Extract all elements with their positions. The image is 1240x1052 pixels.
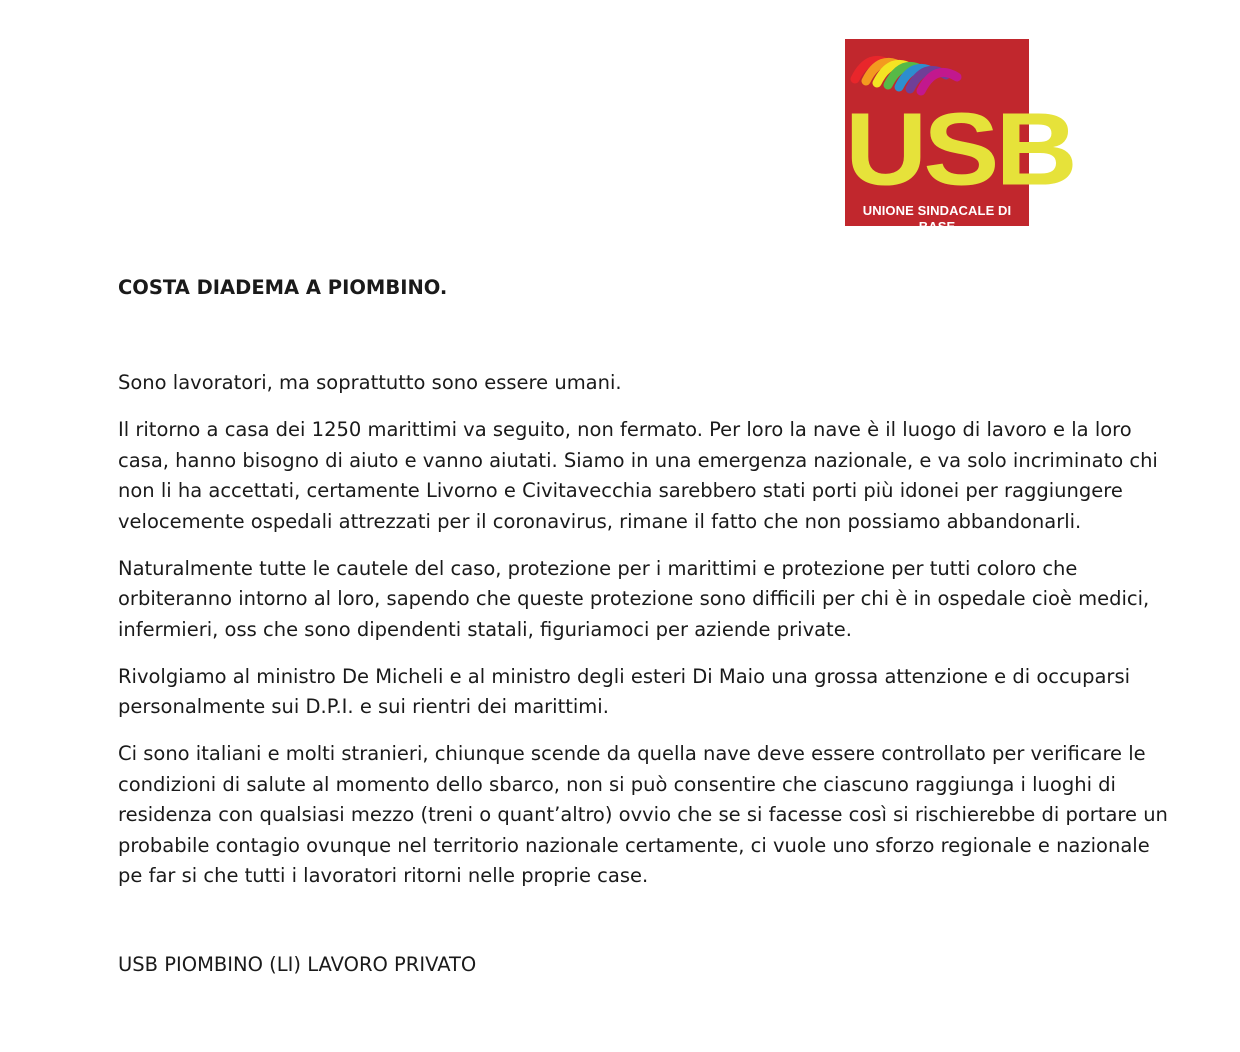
document-signature: USB PIOMBINO (LI) LAVORO PRIVATO <box>118 953 477 976</box>
text-line: casa, hanno bisogno di aiuto e vanno aiutati. Siamo in una emergenza nazionale, e va solo incriminato chi <box>118 448 1158 472</box>
text-line: Naturalmente tutte le cautele del caso, protezione per i marittimi e protezione per tutti coloro che <box>118 556 1078 580</box>
paragraph-4 <box>118 662 1131 723</box>
usb-logo <box>845 39 1074 234</box>
text-line: non li ha accettati, certamente Livorno e Civitavecchia sarebbero stati porti più idonei per raggiungere <box>118 479 1123 502</box>
paragraph-1 <box>118 368 1118 399</box>
logo-wordmark: USB <box>845 92 1074 208</box>
text-line: Rivolgiamo al ministro De Micheli e al ministro degli esteri Di Maio una grossa attenzione e di occuparsi <box>118 664 1131 688</box>
text-line: Sono lavoratori, ma soprattutto sono essere umani. <box>118 371 622 394</box>
document-body <box>118 368 1168 908</box>
text-line: pe far si che tutti i lavoratori ritorni nelle proprie case. <box>118 864 649 887</box>
document-title: COSTA DIADEMA A PIOMBINO. <box>118 276 448 299</box>
paragraph-5 <box>118 739 1168 892</box>
text-line: Il ritorno a casa dei 1250 marittimi va seguito, non fermato. Per loro la nave è il luogo di lavoro e la loro <box>118 418 1132 441</box>
paragraph-2 <box>118 415 1158 537</box>
text-line: orbiteranno intorno al loro, sapendo che queste protezione sono difficili per chi è in ospedale cioè medici, <box>118 587 1150 610</box>
text-line: condizioni di salute al momento dello sbarco, non si può consentire che ciascuno raggiunga i luoghi di <box>118 772 1116 796</box>
text-line: personalmente sui D.P.I. e sui rientri dei marittimi. <box>118 695 609 718</box>
text-line: Ci sono italiani e molti stranieri, chiunque scende da quella nave deve essere controllato per verificare le <box>118 742 1146 765</box>
text-line: infermieri, oss che sono dipendenti statali, figuriamoci per aziende private. <box>118 617 852 641</box>
paragraph-3 <box>118 554 1150 646</box>
text-line: probabile contagio ovunque nel territorio nazionale certamente, ci vuole uno sforzo regionale e nazionale <box>118 833 1150 857</box>
text-line: residenza con qualsiasi mezzo (treni o quant’altro) ovvio che se si facesse così si rischierebbe di portare un <box>118 803 1168 826</box>
logo-subtitle: UNIONE SINDACALE DI BASE <box>862 203 1012 234</box>
text-line: velocemente ospedali attrezzati per il coronavirus, rimane il fatto che non possiamo abbandonarli. <box>118 509 1082 533</box>
